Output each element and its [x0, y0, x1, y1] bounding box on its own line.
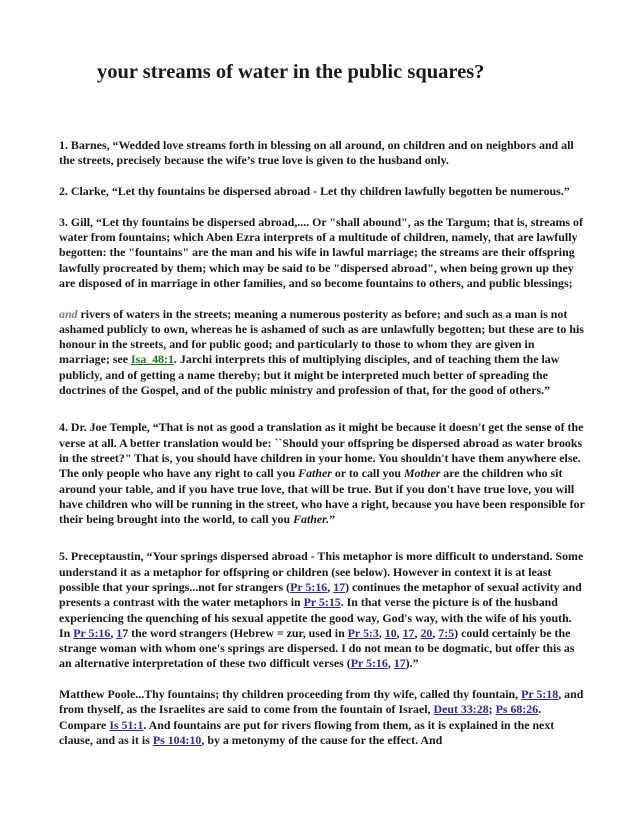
ref-link-pr-5-18[interactable]: Pr 5:18 [521, 687, 559, 702]
italic-father-end: Father. [293, 512, 330, 527]
ref-link-17-c[interactable]: 17 [393, 656, 406, 671]
separator: , [110, 625, 117, 640]
separator: , [327, 580, 334, 594]
text-segment: ” [329, 512, 336, 527]
ref-link-17-b[interactable]: 17 [402, 625, 415, 640]
paragraph-barnes: 1. Barnes, “Wedded love streams forth in blessing on all around, on children and on neighbors and all the streets, precisely because the wife’s true love is given to the husband only. [59, 138, 574, 168]
separator: , [414, 625, 421, 640]
text-segment: rivers of waters in the streets; meaning a numerous posterity as before; and such as a man is not ashamed publicly to own, whereas he is ashamed of such as are unlawfully begotten; but these are to his honour in the streets, and for public good; and particularly to those to whom they are given in marriage; see [59, 306, 584, 367]
text-segment: . Compare [59, 702, 542, 732]
ref-link-is-51-1[interactable]: Is 51:1 [109, 717, 144, 732]
ref-link-pr-5-16-b[interactable]: Pr 5:16 [73, 625, 111, 640]
ref-link-7-5[interactable]: 7:5 [438, 625, 455, 640]
text-segment: or to call you [331, 466, 404, 481]
document-body [59, 138, 585, 764]
paragraph-temple [59, 420, 585, 527]
paragraph-gill: 3. Gill, “Let thy fountains be dispersed abroad,.... Or "shall abound", as the Targum; that is, streams of water from fountains; which Aben Ezra interprets of a multitude of children, namely, that are lawfully begotten: the "fountains" are the man and his wife in lawful marriage; the streams are their offspring lawfully procreated by them; which may be said to be "dispersed abroad", when being grown up they are disposed of in marriage in other families, and so become fountains to others, and public blessings; [59, 214, 583, 290]
ref-link-pr-5-16[interactable]: Pr 5:16 [290, 580, 328, 594]
paragraph-preceptaustin [59, 549, 585, 671]
separator: , [387, 656, 394, 671]
ref-link-20[interactable]: 20 [420, 625, 433, 640]
text-segment: . In that verse the picture is of the husband experiencing the quenching of his sexual appetite the good way, God's way, with the wife of his youth. In [59, 595, 572, 640]
ref-link-pr-5-3[interactable]: Pr 5:3 [347, 625, 379, 640]
ref-link-10[interactable]: 10 [384, 625, 397, 640]
text-segment: Matthew Poole...Thy fountains; thy children proceeding from thy wife, called thy fountain, [59, 687, 522, 702]
page-title: your streams of water in the public squares? [97, 61, 485, 83]
text-segment: ).” [405, 656, 419, 671]
text-segment: . Jarchi interprets this of multiplying disciples, and of teaching them the law publicly, and of getting a name thereby; but it might be interpreted much better of spreading the doctrines of the Gospel, and of the public ministry and profession of that, for the good of others.” [59, 352, 560, 398]
paragraph-poole [59, 687, 585, 748]
separator: , [378, 625, 385, 640]
text-segment: , by a metonymy of the cause for the effect. And [201, 733, 443, 748]
ref-link-pr-5-16-c[interactable]: Pr 5:16 [350, 656, 388, 671]
ref-link-isa-48-1[interactable]: Isa_48:1 [130, 352, 174, 367]
text-segment: ) continues the metaphor of sexual activity and presents a contrast with the water metaphors in [59, 580, 582, 610]
separator: ; [488, 702, 496, 717]
text-segment: ) could certainly be the strange woman with whom one's springs are dispersed. I do not mean to be dogmatic, but offer this as an alternative interpretation of these two difficult verses ( [59, 625, 575, 671]
text-segment: 4. Dr. Joe Temple, “That is not as good a translation as it might be because it doesn't get the sense of the verse at all. A better translation would be: ``Should your offspring be dispersed abroad as water brooks in the street?" That is, you should have children in your home. You shouldn't have them anywhere else. The only people who have any right to call you [59, 420, 584, 481]
ref-link-deut-33-28[interactable]: Deut 33:28 [433, 702, 489, 717]
separator: , [396, 625, 403, 640]
text-segment: 7 the word strangers (Hebrew = zur, used in [122, 625, 348, 640]
paragraph-gill-continued [59, 307, 585, 399]
ref-link-17[interactable]: 17 [333, 580, 346, 594]
ref-link-1[interactable]: 1 [116, 625, 123, 640]
text-segment: . And fountains are put for rivers flowing from them, as it is explained in the next clause, and as it is [59, 717, 555, 748]
paragraph-clarke: 2. Clarke, “Let thy fountains be dispersed abroad - Let thy children lawfully begotten be numerous.” [59, 183, 570, 198]
lead-word-and: and [59, 306, 78, 321]
text-segment: are the children who sit around your table, and if you have true love, that will be true. But if you don't have true love, you will have children who will be running in the street, who have a right, because you have been responsible for their being brought into the world, to call you [59, 466, 585, 527]
separator: , [432, 625, 439, 640]
ref-link-ps-68-26[interactable]: Ps 68:26 [495, 702, 539, 717]
italic-mother: Mother [403, 466, 441, 481]
text-segment: , and from thyself, as the Israelites are said to come from the fountain of Israel, [59, 687, 584, 717]
ref-link-pr-5-15[interactable]: Pr 5:15 [303, 595, 341, 610]
italic-father: Father [298, 466, 332, 481]
text-segment: 5. Preceptaustin, “Your springs dispersed abroad - This metaphor is more difficult to understand. Some understand it as a metaphor for offspring or children (see below). However in context it is at least possible that your springs...not for strangers ( [59, 549, 584, 594]
ref-link-ps-104-10[interactable]: Ps 104:10 [152, 733, 202, 748]
